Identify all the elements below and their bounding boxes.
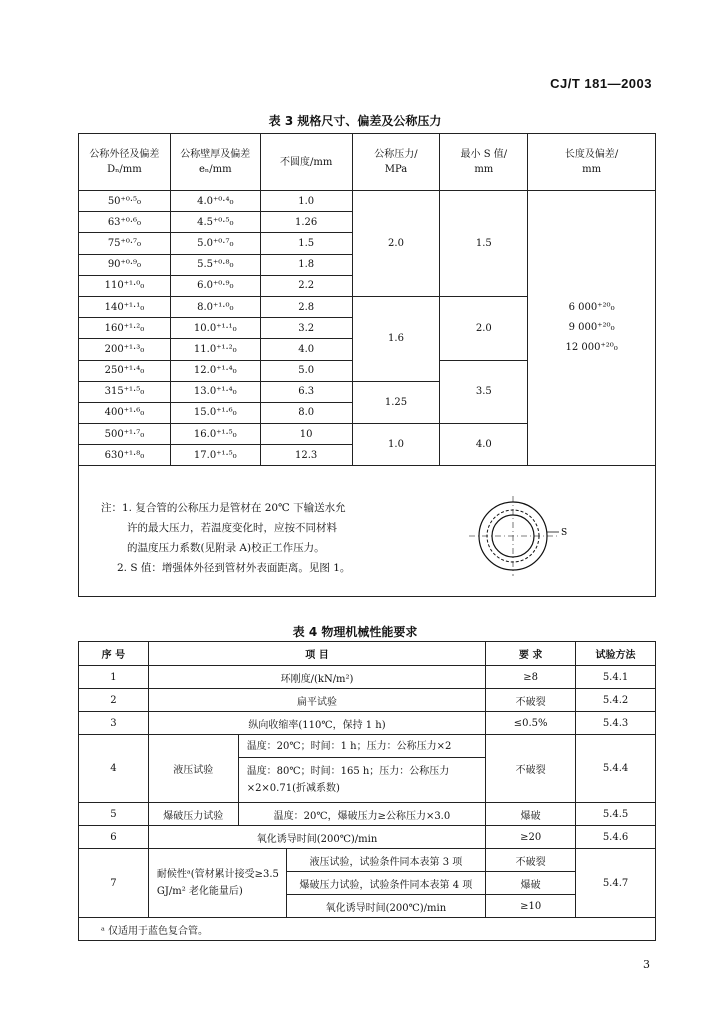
table3 (78, 133, 656, 597)
cell-item: 扁平试验 (148, 689, 485, 712)
s-label: S (561, 528, 568, 539)
cell-wall: 6.0⁺⁰·⁹₀ (170, 275, 260, 296)
table4-caption: 表 4 物理机械性能要求 (292, 625, 418, 639)
cell-wall: 10.0⁺¹·¹₀ (170, 318, 260, 339)
cell-ovality: 1.8 (260, 254, 352, 275)
cell-req: 不破裂 (486, 689, 576, 712)
cell-od: 500⁺¹·⁷₀ (79, 424, 171, 445)
cell-wall: 15.0⁺¹·⁶₀ (170, 402, 260, 423)
cell-ovality: 4.0 (260, 339, 352, 360)
cell-no: 1 (79, 666, 149, 689)
cell-req: 爆破 (486, 872, 576, 895)
cell-ovality: 12.3 (260, 445, 352, 466)
cell-od: 50⁺⁰·⁵₀ (79, 191, 171, 212)
table4-header-row (79, 642, 656, 666)
cell-od: 90⁺⁰·⁹₀ (79, 254, 171, 275)
cell-req: ≥8 (486, 666, 576, 689)
cell-req: ≥20 (486, 826, 576, 849)
table3-note (79, 466, 656, 597)
cell-item: 纵向收缩率(110℃，保持 1 h) (148, 712, 485, 735)
page-number: 3 (643, 958, 650, 971)
cell-method: 5.4.6 (576, 826, 656, 849)
header-wall-thickness: 公称壁厚及偏差 eₙ/mm (170, 134, 260, 191)
table3-caption: 表 3 规格尺寸、偏差及公称压力 (268, 114, 442, 128)
standard-number: CJ/T 181—2003 (550, 76, 652, 91)
cell-ovality: 1.26 (260, 212, 352, 233)
cell-ovality: 2.8 (260, 296, 352, 317)
cell-no: 2 (79, 689, 149, 712)
header-pressure: 公称压力/ MPa (352, 134, 440, 191)
cell-method: 5.4.7 (576, 849, 656, 918)
cell-req: 不破裂 (486, 735, 576, 803)
cell-ovality: 6.3 (260, 381, 352, 402)
cell-ovality: 3.2 (260, 318, 352, 339)
length-6000: 6 000⁺²⁰₀ (568, 302, 615, 314)
cell-min-s: 3.5 (440, 360, 528, 424)
cell-condition: 温度：20℃；时间：1 h；压力：公称压力×2 (238, 735, 486, 758)
cell-method: 5.4.5 (576, 803, 656, 826)
cell-req: ≥10 (486, 895, 576, 918)
note-line: 许的最大压力，若温度变化时，应按不同材料 (127, 522, 337, 535)
header-method: 试验方法 (576, 642, 656, 666)
cell-ovality: 10 (260, 424, 352, 445)
cell-no: 7 (79, 849, 149, 918)
length-12000: 12 000⁺²⁰₀ (565, 342, 618, 354)
table-row (79, 826, 656, 849)
table-row (79, 689, 656, 712)
cell-min-s: 2.0 (440, 296, 528, 360)
header-outer-diameter: 公称外径及偏差 Dₙ/mm (79, 134, 171, 191)
cell-wall: 11.0⁺¹·²₀ (170, 339, 260, 360)
cell-wall: 4.0⁺⁰·⁴₀ (170, 191, 260, 212)
cell-req: ≤0.5% (486, 712, 576, 735)
cell-item: 氧化诱导时间(200℃)/min (148, 826, 485, 849)
cell-wall: 17.0⁺¹·⁵₀ (170, 445, 260, 466)
cell-ovality: 5.0 (260, 360, 352, 381)
cell-od: 75⁺⁰·⁷₀ (79, 233, 171, 254)
cell-item: 液压试验 (148, 735, 238, 803)
header-ovality: 不圆度/mm (260, 134, 352, 191)
cell-wall: 13.0⁺¹·⁴₀ (170, 381, 260, 402)
cell-wall: 8.0⁺¹·⁰₀ (170, 296, 260, 317)
cell-pressure: 1.0 (352, 424, 440, 466)
table3-header-row (79, 134, 656, 191)
cell-no: 4 (79, 735, 149, 803)
cell-od: 400⁺¹·⁶₀ (79, 402, 171, 423)
header-no: 序 号 (79, 642, 149, 666)
note-line: 注：1. 复合管的公称压力是管材在 20℃ 下输送水允 (101, 502, 346, 515)
cell-item: 环刚度/(kN/m²) (148, 666, 485, 689)
note-line: 的温度压力系数(见附录 A)校正工作压力。 (127, 542, 325, 555)
cell-condition: 温度：80℃；时间：165 h；压力：公称压力×2×0.71(折减系数) (238, 758, 486, 803)
header-length: 长度及偏差/ mm (528, 134, 656, 191)
cell-ovality: 1.5 (260, 233, 352, 254)
cell-pressure: 1.6 (352, 296, 440, 381)
cell-method: 5.4.3 (576, 712, 656, 735)
table-row (79, 666, 656, 689)
cell-req: 爆破 (486, 803, 576, 826)
cell-od: 630⁺¹·⁸₀ (79, 445, 171, 466)
cell-od: 63⁺⁰·⁶₀ (79, 212, 171, 233)
cell-method: 5.4.4 (576, 735, 656, 803)
cell-ovality: 1.0 (260, 191, 352, 212)
note-line: 2. S 值：增强体外径到管材外表面距离。见图 1。 (117, 562, 351, 575)
length-9000: 9 000⁺²⁰₀ (568, 322, 615, 334)
cell-od: 315⁺¹·⁵₀ (79, 381, 171, 402)
cell-ovality: 2.2 (260, 275, 352, 296)
cell-no: 6 (79, 826, 149, 849)
cell-sub-item: 爆破压力试验，试验条件同本表第 4 项 (286, 872, 486, 895)
cell-od: 110⁺¹·⁰₀ (79, 275, 171, 296)
cell-item: 爆破压力试验 (148, 803, 238, 826)
cell-method: 5.4.1 (576, 666, 656, 689)
cell-lengths (528, 191, 656, 466)
table-row (79, 803, 656, 826)
pipe-cross-section-figure (469, 496, 569, 576)
cell-od: 250⁺¹·⁴₀ (79, 360, 171, 381)
table3-note-row (79, 466, 656, 597)
header-requirement: 要 求 (486, 642, 576, 666)
cell-pressure: 1.25 (352, 381, 440, 423)
cell-condition: 温度：20℃，爆破压力≥公称压力×3.0 (238, 803, 486, 826)
cell-sub-item: 液压试验，试验条件同本表第 3 项 (286, 849, 486, 872)
cell-ovality: 8.0 (260, 402, 352, 423)
cell-pressure: 2.0 (352, 191, 440, 297)
cell-min-s: 4.0 (440, 424, 528, 466)
table-row (79, 712, 656, 735)
table-row (79, 191, 656, 212)
cell-wall: 5.0⁺⁰·⁷₀ (170, 233, 260, 254)
cell-wall: 4.5⁺⁰·⁵₀ (170, 212, 260, 233)
cell-method: 5.4.2 (576, 689, 656, 712)
table4-footnote: ᵃ 仅适用于蓝色复合管。 (79, 918, 656, 941)
table4 (78, 641, 656, 941)
header-min-s: 最小 S 值/ mm (440, 134, 528, 191)
cell-sub-item: 氧化诱导时间(200℃)/min (286, 895, 486, 918)
header-item: 项 目 (148, 642, 485, 666)
cell-wall: 5.5⁺⁰·⁸₀ (170, 254, 260, 275)
cell-od: 140⁺¹·¹₀ (79, 296, 171, 317)
table-row (79, 735, 656, 758)
cell-wall: 16.0⁺¹·⁵₀ (170, 424, 260, 445)
note-text (101, 498, 350, 578)
table-row (79, 849, 656, 872)
cell-od: 160⁺¹·²₀ (79, 318, 171, 339)
cell-min-s: 1.5 (440, 191, 528, 297)
cell-no: 3 (79, 712, 149, 735)
table4-footnote-row (79, 918, 656, 941)
cell-req: 不破裂 (486, 849, 576, 872)
cell-od: 200⁺¹·³₀ (79, 339, 171, 360)
cell-wall: 12.0⁺¹·⁴₀ (170, 360, 260, 381)
cell-no: 5 (79, 803, 149, 826)
cell-item: 耐候性ᵃ(管材累计接受≥3.5 GJ/m² 老化能量后) (148, 849, 286, 918)
